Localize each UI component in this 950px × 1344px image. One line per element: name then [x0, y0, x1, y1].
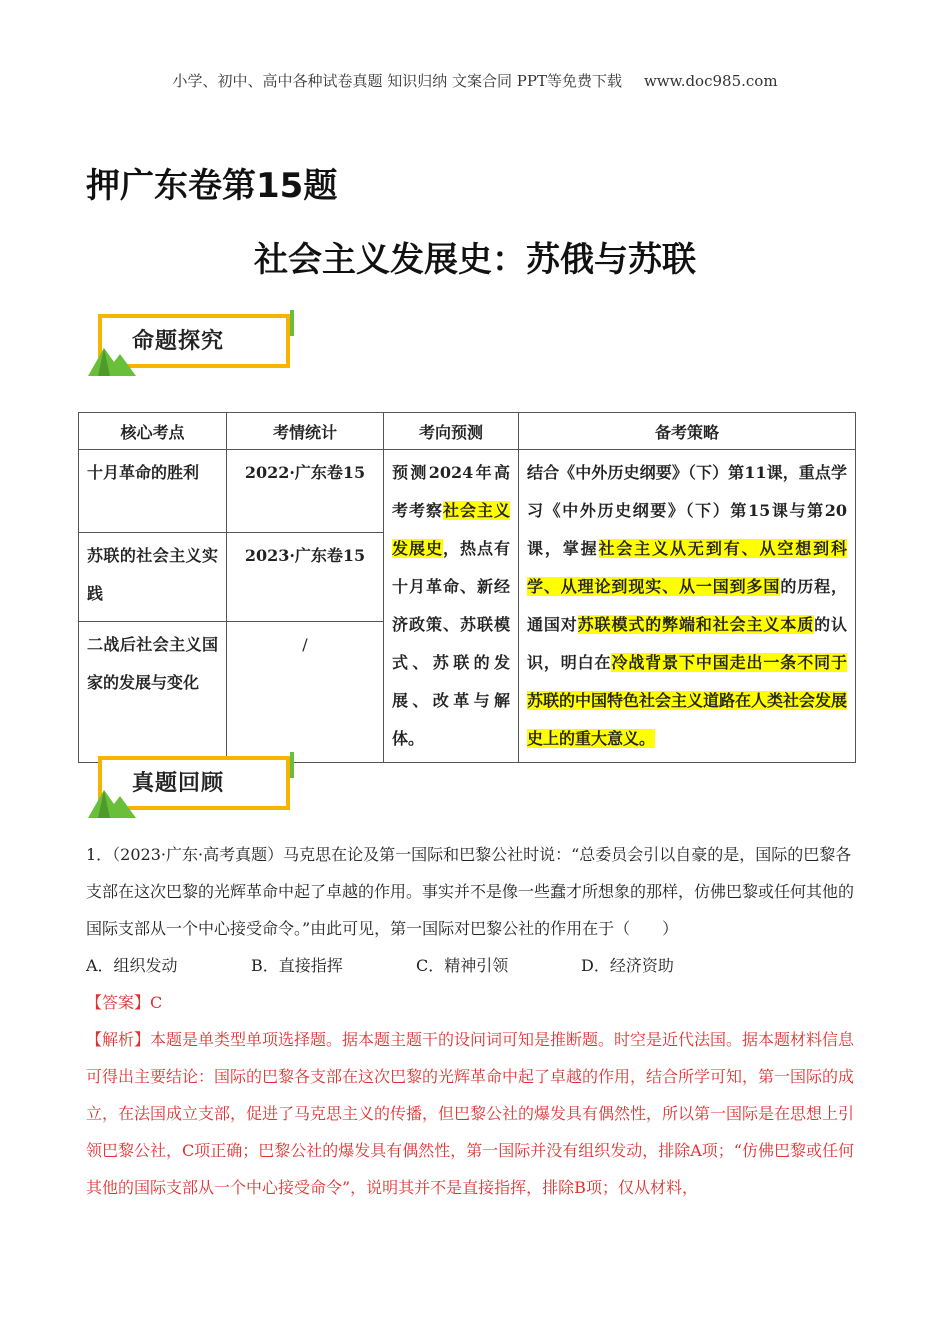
option-d[interactable]: D．经济资助: [581, 956, 674, 975]
section-banner-review: [88, 752, 300, 818]
section-banner-explore: [88, 310, 300, 376]
option-b[interactable]: B．直接指挥: [251, 956, 343, 975]
core-point-cell: 十月革命的胜利: [79, 450, 227, 533]
analysis-text: [86, 1021, 866, 1206]
header-text: 小学、初中、高中各种试卷真题 知识归纳 文案合同 PPT等免费下载: [172, 72, 622, 90]
forecast-text: ，热点有十月革命、新经济政策、苏联模式、苏联的发展、改革与解体。: [392, 539, 510, 748]
forecast-highlight: 社会主义发展史: [392, 501, 510, 558]
forecast-cell: [384, 450, 519, 763]
table-header: 考向预测: [384, 413, 519, 450]
banner-label: 真题回顾: [132, 771, 225, 796]
table-header-row: [79, 413, 856, 450]
option-c[interactable]: C．精神引领: [416, 956, 509, 975]
strategy-highlight: 苏联模式的弊端和社会主义本质: [577, 615, 815, 634]
banner-accent-bar: [290, 310, 294, 336]
question-stem: 1．（2023·广东·高考真题）马克思在论及第一国际和巴黎公社时说：“总委员会引以自豪的是，国际的巴黎各支部在这次巴黎的光辉革命中起了卓越的作用。事实并不是像一些蠢才所想象的那样，仿佛巴黎或任何其他的国际支部从一个中心接受命令。”由此可见，第一国际对巴黎公社的作用在于（ ）: [86, 845, 855, 938]
header-url[interactable]: www.doc985.com: [643, 72, 778, 90]
table-row: [79, 450, 856, 533]
table-header: 考情统计: [227, 413, 384, 450]
strategy-highlight: 冷战背景下中国走出一条不同于苏联的中国特色社会主义道路在人类社会发展史上的重大意义。: [527, 653, 848, 748]
strategy-cell: [519, 450, 856, 763]
answer-label: 【答案】: [86, 993, 151, 1012]
page-subtitle: 社会主义发展史：苏俄与苏联: [254, 240, 696, 280]
answer-line: [86, 984, 866, 1021]
mountain-icon: [88, 340, 136, 376]
table-header: 备考策略: [519, 413, 856, 450]
option-a[interactable]: A．组织发动: [86, 956, 178, 975]
stat-cell: 2023·广东卷15: [227, 533, 384, 621]
question-options: [86, 947, 866, 984]
stat-cell: 2022·广东卷15: [227, 450, 384, 533]
table-header: 核心考点: [79, 413, 227, 450]
banner-accent-bar: [290, 752, 294, 778]
strategy-text: 结合《中外历史纲要》（下）第11课，重点学习《中外历史纲要》（下）第15课与第20课，掌握: [527, 463, 847, 558]
page-header: [0, 70, 950, 91]
answer-value: C: [150, 993, 163, 1012]
mountain-icon: [88, 782, 136, 818]
stat-cell: /: [227, 621, 384, 762]
strategy-highlight: 社会主义从无到有、从空想到科学、从理论到现实、从一国到多国: [527, 539, 847, 596]
strategy-text: 的历程，通国对: [527, 577, 847, 634]
banner-label: 命题探究: [132, 329, 225, 354]
core-point-cell: 二战后社会主义国家的发展与变化: [79, 621, 227, 762]
page-title: 押广东卷第15题: [86, 166, 338, 206]
analysis-body: 本题是单类型单项选择题。据本题主题干的设问词可知是推断题。时空是近代法国。据本题材料信息可得出主要结论：国际的巴黎各支部在这次巴黎的光辉革命中起了卓越的作用，结合所学可知，第一国际的成立，在法国成立支部，促进了马克思主义的传播，但巴黎公社的爆发具有偶然性，所以第一国际是在思想上引领巴黎公社，C项正确；巴黎公社的爆发具有偶然性，第一国际并没有组织发动，排除A项；“仿佛巴黎或任何其他的国际支部从一个中心接受命令”，说明其并不是直接指挥，排除B项；仅从材料，: [86, 1030, 855, 1197]
forecast-text: 预测2024年高考考察: [392, 463, 510, 520]
exam-analysis-table: [78, 412, 856, 763]
question-block: [86, 836, 866, 1206]
analysis-label: 【解析】: [86, 1030, 151, 1049]
strategy-text: 的认识，明白在: [527, 615, 847, 672]
core-point-cell: 苏联的社会主义实践: [79, 533, 227, 621]
